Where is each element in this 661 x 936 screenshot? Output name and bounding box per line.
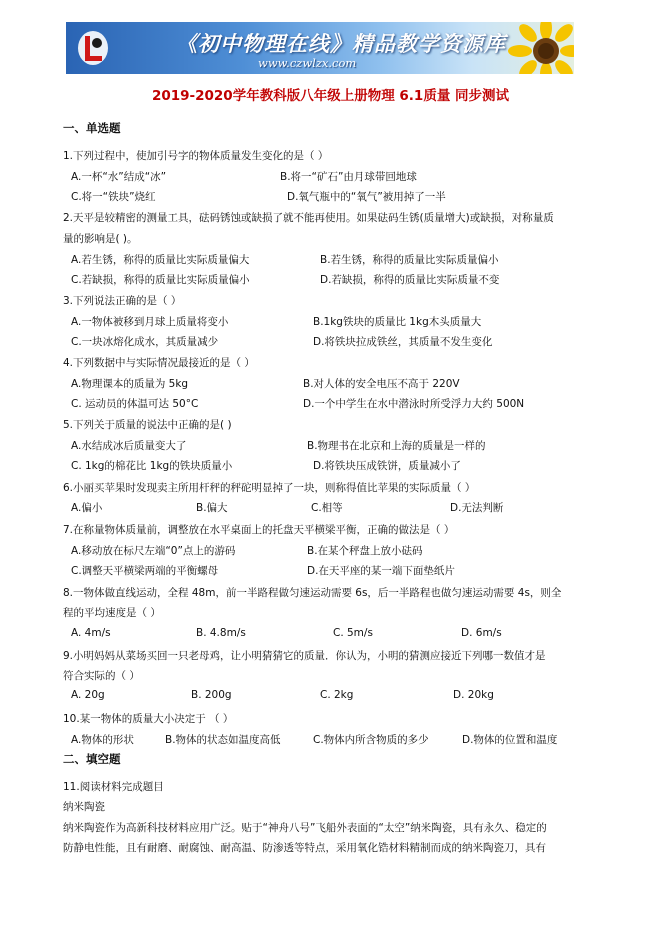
question-10-option-c: C.物体内所含物质的多少	[313, 734, 429, 746]
question-1-option-b: B.将一“矿石”由月球带回地球	[280, 171, 417, 183]
banner-url: www.czwlzx.com	[258, 56, 357, 70]
question-10-stem: 10.某一物体的质量大小决定于 （ ）	[63, 713, 234, 725]
question-8-option-d: D. 6m/s	[461, 627, 502, 639]
question-2-option-d: D.若缺损，称得的质量比实际质量不变	[320, 274, 500, 286]
section-heading-single-choice: 一、单选题	[63, 121, 121, 135]
question-1-option-c: C.将一“铁块”烧红	[71, 191, 156, 203]
question-2-stem-line-2: 量的影响是( )。	[63, 233, 138, 245]
question-9-option-d: D. 20kg	[453, 689, 494, 701]
question-2-option-a: A.若生锈，称得的质量比实际质量偏大	[71, 254, 250, 266]
reading-paragraph-line-2: 防静电性能，且有耐磨、耐腐蚀、耐高温、防渗透等特点，采用氧化锆材料精制而成的纳米陶瓷刀，具有	[63, 842, 546, 854]
question-5-option-a: A.水结成冰后质量变大了	[71, 440, 187, 452]
question-3-option-b: B.1kg铁块的质量比 1kg木头质量大	[313, 316, 482, 328]
question-4-stem: 4.下列数据中与实际情况最接近的是（ ）	[63, 357, 255, 369]
question-2-stem-line-1: 2.天平是较精密的测量工具，砝码锈蚀或缺损了就不能再使用。如果砝码生锈(质量增大)或缺损，对称量质	[63, 212, 554, 224]
question-5-option-d: D.将铁块压成铁饼，质量减小了	[313, 460, 461, 472]
question-4-option-d: D.一个中学生在水中潜泳时所受浮力大约 500N	[303, 398, 525, 410]
question-10-option-a: A.物体的形状	[71, 734, 134, 746]
question-6-option-c: C.相等	[311, 502, 343, 514]
question-6-option-a: A.偏小	[71, 502, 103, 514]
question-7-option-d: D.在天平座的某一端下面垫纸片	[307, 565, 455, 577]
question-5-option-c: C. 1kg的棉花比 1kg的铁块质量小	[71, 460, 233, 472]
reading-paragraph-line-1: 纳米陶瓷作为高新科技材料应用广泛。贴于“神舟八号”飞船外表面的“太空”纳米陶瓷，具有永久、稳定的	[63, 822, 547, 834]
question-9-option-c: C. 2kg	[320, 689, 354, 701]
question-3-option-d: D.将铁块拉成铁丝，其质量不发生变化	[313, 336, 493, 348]
question-9-option-b: B. 200g	[191, 689, 232, 701]
logo-icon	[76, 28, 110, 68]
question-3-option-c: C.一块冰熔化成水，其质量减少	[71, 336, 219, 348]
question-4-option-a: A.物理课本的质量为 5kg	[71, 378, 189, 390]
question-2-option-b: B.若生锈，称得的质量比实际质量偏小	[320, 254, 499, 266]
question-7-option-b: B.在某个秤盘上放小砝码	[307, 545, 423, 557]
question-2-option-c: C.若缺损，称得的质量比实际质量偏小	[71, 274, 250, 286]
question-4-option-b: B.对人体的安全电压不高于 220V	[303, 378, 460, 390]
question-6-option-d: D.无法判断	[450, 502, 504, 514]
question-3-option-a: A.一物体被移到月球上质量将变小	[71, 316, 229, 328]
question-1-option-a: A.一杯“水”结成“冰”	[71, 171, 167, 183]
question-8-option-c: C. 5m/s	[333, 627, 373, 639]
question-6-option-b: B.偏大	[196, 502, 228, 514]
section-heading-fill-in: 二、填空题	[63, 752, 121, 766]
reading-subtitle: 纳米陶瓷	[63, 801, 105, 813]
question-3-stem: 3.下列说法正确的是（ ）	[63, 295, 182, 307]
question-7-option-c: C.调整天平横梁两端的平衡螺母	[71, 565, 219, 577]
question-5-option-b: B.物理书在北京和上海的质量是一样的	[307, 440, 486, 452]
question-11-stem: 11.阅读材料完成题目	[63, 781, 164, 793]
question-6-stem: 6.小丽买苹果时发现卖主所用杆秤的秤砣明显掉了一块，则称得值比苹果的实际质量（ ）	[63, 482, 476, 494]
question-8-stem-line-2: 程的平均速度是（ ）	[63, 607, 161, 619]
banner-title: 《初中物理在线》精品教学资源库	[176, 31, 506, 56]
question-9-option-a: A. 20g	[71, 689, 105, 701]
question-7-option-a: A.移动放在标尺左端“0”点上的游码	[71, 545, 236, 557]
document-title: 2019-2020学年教科版八年级上册物理 6.1质量 同步测试	[151, 88, 510, 104]
question-10-option-d: D.物体的位置和温度	[462, 734, 558, 746]
question-8-stem-line-1: 8.一物体做直线运动，全程 48m，前一半路程做匀速运动需要 6s，后一半路程也做匀速运动需要 4s，则全	[63, 587, 562, 599]
question-8-option-b: B. 4.8m/s	[196, 627, 246, 639]
question-7-stem: 7.在称量物体质量前，调整放在水平桌面上的托盘天平横梁平衡，正确的做法是（ ）	[63, 524, 455, 536]
question-1-option-d: D.氧气瓶中的“氧气”被用掉了一半	[287, 191, 446, 203]
sunflower-icon	[506, 22, 574, 74]
header-banner	[66, 22, 574, 74]
question-1-stem: 1.下列过程中，使加引号字的物体质量发生变化的是（ ）	[63, 150, 329, 162]
question-5-stem: 5.下列关于质量的说法中正确的是( )	[63, 419, 232, 431]
question-9-stem-line-1: 9.小明妈妈从菜场买回一只老母鸡，让小明猜猜它的质量．你认为，小明的猜测应接近下列哪一数值才是	[63, 650, 546, 662]
question-8-option-a: A. 4m/s	[71, 627, 111, 639]
question-10-option-b: B.物体的状态如温度高低	[165, 734, 281, 746]
question-4-option-c: C. 运动员的体温可达 50°C	[71, 398, 199, 410]
question-9-stem-line-2: 符合实际的（ ）	[63, 670, 140, 682]
